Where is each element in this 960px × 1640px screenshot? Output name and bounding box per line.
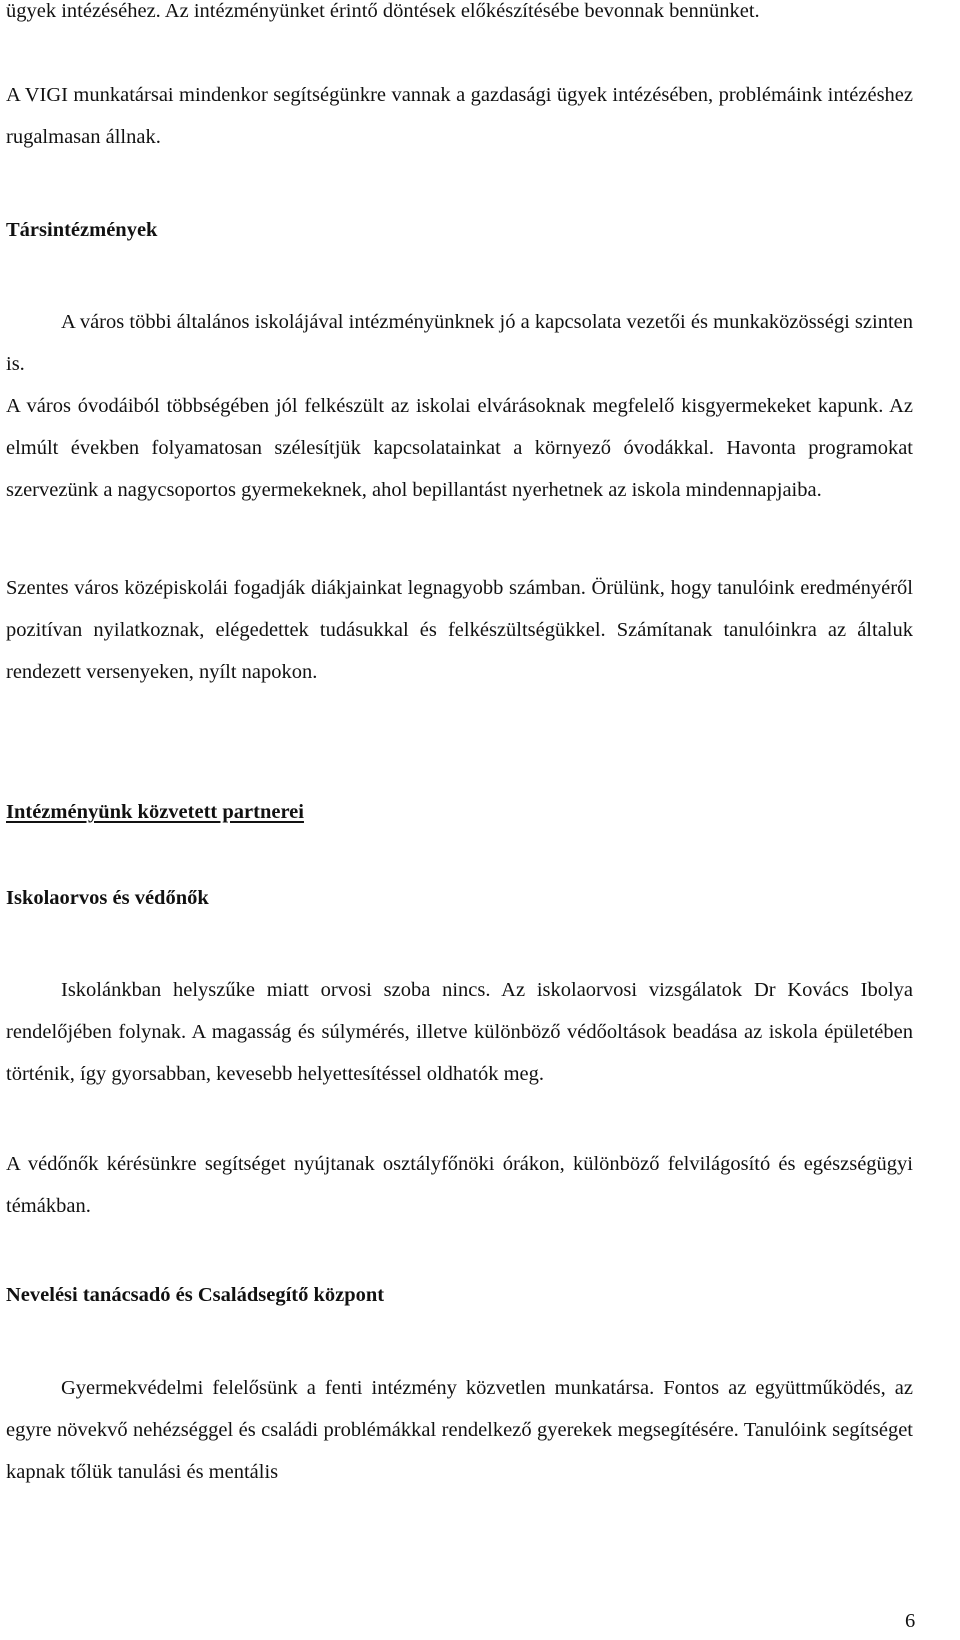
page-number: 6 [905, 1610, 916, 1632]
heading-tarsintezmenyek: Társintézmények [6, 219, 158, 241]
paragraph-iskolaorvos: Iskolánkban helyszűke miatt orvosi szoba nincs. Az iskolaorvosi vizsgálatok Dr Kovács Ibolya rendelőjében folynak. A magasság és súlymérés, illetve különböző védőoltások beadása az iskola épületében történik, így gyorsabban, kevesebb helyettesítéssel oldhatók meg. [6, 979, 913, 1085]
paragraph-ovodak: A város óvodáiból többségében jól felkészült az iskolai elvárásoknak megfelelő kisgyermekeket kapunk. Az elmúlt években folyamatosan szélesítjük kapcsolatainkat a környező óvodákkal. Havonta programokat szervezünk a nagycsoportos gyermekeknek, ahol bepillantást nyerhetnek az iskola mindennapjaiba. [6, 395, 913, 501]
paragraph-vigi: A VIGI munkatársai mindenkor segítségünkre vannak a gazdasági ügyek intézésében, problémáink intézéshez rugalmasan állnak. [6, 84, 913, 148]
heading-kozvetett-partnerek: Intézményünk közvetett partnerei [6, 801, 304, 823]
heading-iskolaorvos: Iskolaorvos és védőnők [6, 887, 209, 909]
paragraph-iskolak: A város többi általános iskolájával intézményünknek jó a kapcsolata vezetői és munkaközösségi szinten is. [6, 311, 913, 375]
paragraph-vedonok: A védőnők kérésünkre segítséget nyújtanak osztályfőnöki órákon, különböző felvilágosító és egészségügyi témákban. [6, 1153, 913, 1217]
paragraph-gyermekvedelem: Gyermekvédelmi felelősünk a fenti intézmény közvetlen munkatársa. Fontos az együttműködés, az egyre növekvő nehézséggel és családi problémákkal rendelkező gyerekek megsegítésére. Tanulóink segítséget kapnak tőlük tanulási és mentális [6, 1377, 913, 1483]
paragraph-intro: ügyek intézéséhez. Az intézményünket érintő döntések előkészítésébe bevonnak bennünket. [6, 0, 760, 22]
paragraph-kozepiskolak: Szentes város középiskolái fogadják diákjainkat legnagyobb számban. Örülünk, hogy tanulóink eredményéről pozitívan nyilatkoznak, elégedettek tudásukkal és felkészültségükkel. Számítanak tanulóinkra az általuk rendezett versenyeken, nyílt napokon. [6, 577, 913, 683]
heading-neveles-csaladsegito: Nevelési tanácsadó és Családsegítő központ [6, 1284, 385, 1306]
